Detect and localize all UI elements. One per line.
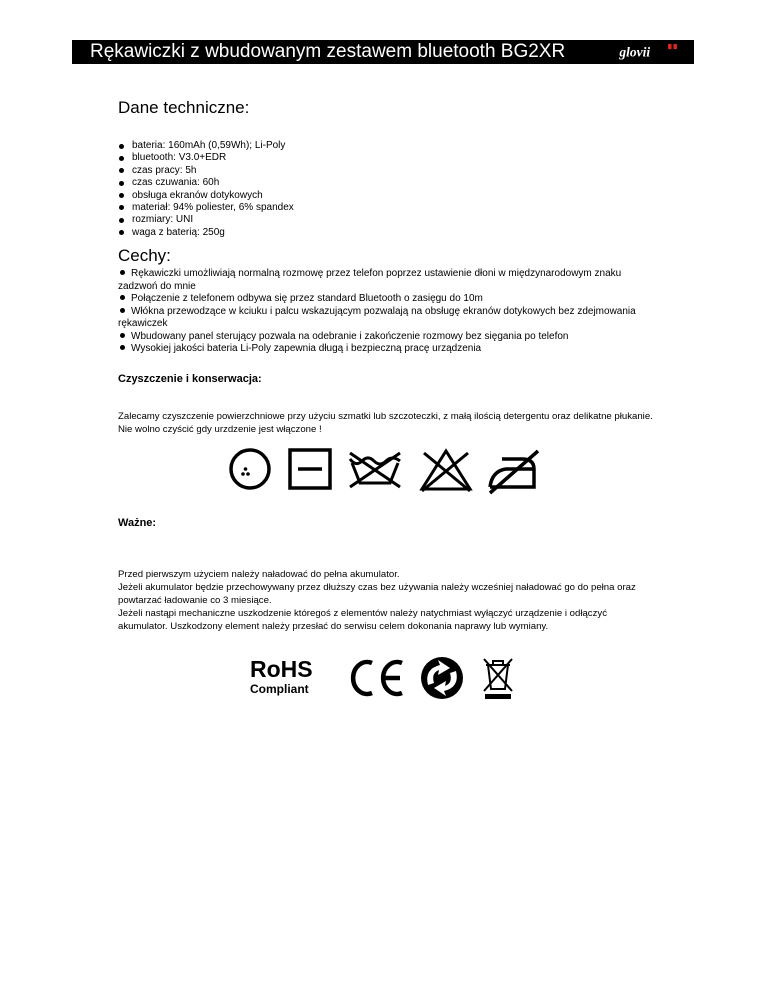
bullet-icon: [120, 270, 125, 275]
list-item: rozmiary: UNI: [118, 214, 294, 226]
list-item: Rękawiczki umożliwiają normalną rozmowę przez telefon poprzez ustawienie dłoni w międzynarodowym znaku zadzwoń do mnie: [118, 268, 622, 292]
svg-text:RoHS: RoHS: [250, 656, 313, 682]
specs-heading: Dane techniczne:: [118, 98, 250, 117]
no-wash-icon: [350, 453, 400, 487]
green-dot-icon: [421, 657, 463, 699]
bullet-icon: [119, 168, 124, 173]
header-bar: [72, 40, 694, 64]
important-line: Jeżeli nastąpi mechaniczne uszkodzenie któregoś z elementów należy natychmiast wyłączyć urządzenie i odłączyć akumulator. Uszkodzony element należy przesłać do serwisu celem dokonania naprawy lub wymiany.: [118, 608, 607, 632]
list-item: Połączenie z telefonem odbywa się przez standard Bluetooth o zasięgu do 10m: [118, 293, 658, 306]
list-item: bateria: 160mAh (0,59Wh); Li-Poly: [118, 140, 294, 152]
no-bleach-icon: [422, 451, 470, 491]
bullet-icon: [119, 156, 124, 161]
bullet-icon: [119, 193, 124, 198]
care-icons: [228, 447, 548, 495]
list-item: materiał: 94% poliester, 6% spandex: [118, 202, 294, 214]
specs-list: [118, 140, 294, 239]
bullet-icon: [120, 295, 125, 300]
page-title: Rękawiczki z wbudowanym zestawem bluetooth BG2XR: [90, 41, 566, 62]
list-item: obsługa ekranów dotykowych: [118, 190, 294, 202]
care-text: Zalecamy czyszczenie powierzchniowe przy użyciu szmatki lub szczoteczki, z małą ilością detergentu oraz delikatne płukanie. Nie wolno czyścić gdy urzdzenie jest włączone !: [118, 411, 653, 435]
bullet-icon: [120, 333, 125, 338]
important-line: Jeżeli akumulator będzie przechowywany przez dłuższy czas bez używania należy wcześniej naładować go do pełna oraz powtarzać ładowanie co 3 miesiące.: [118, 582, 636, 606]
svg-text:Compliant: Compliant: [250, 682, 309, 696]
features-list: [118, 268, 658, 356]
list-item: bluetooth: V3.0+EDR: [118, 152, 294, 164]
no-iron-icon: [490, 451, 538, 493]
list-item: Wbudowany panel sterujący pozwala na odebranie i zakończenie rozmowy bez sięgania po telefon: [118, 331, 658, 344]
list-item: czas czuwania: 60h: [118, 177, 294, 189]
list-item: czas pracy: 5h: [118, 165, 294, 177]
bullet-icon: [120, 345, 125, 350]
list-item: Wysokiej jakości bateria Li-Poly zapewnia długą i bezpieczną pracę urządzenia: [118, 343, 658, 356]
important-line: Przed pierwszym użyciem należy naładować do pełna akumulator.: [118, 569, 400, 580]
glovii-logo: [614, 43, 686, 61]
bullet-icon: [119, 205, 124, 210]
features-heading: Cechy:: [118, 246, 171, 265]
list-item: Włókna przewodzące w kciuku i palcu wskazującym pozwalają na obsługę ekranów dotykowych bez zdejmowania rękawiczek: [118, 305, 636, 329]
list-item: waga z baterią: 250g: [118, 227, 294, 239]
certification-logos: [248, 655, 528, 703]
brand-name: glovii: [619, 44, 651, 60]
important-heading: Ważne:: [118, 517, 157, 529]
dry-clean-p-icon: [231, 450, 269, 488]
tumble-dry-icon: [290, 450, 330, 488]
rohs-logo: [250, 656, 313, 696]
ce-mark-icon: [353, 662, 402, 694]
bullet-icon: [119, 144, 124, 149]
bullet-icon: [119, 230, 124, 235]
care-heading: Czyszczenie i konserwacja:: [118, 373, 262, 385]
weee-bin-icon: [484, 659, 512, 699]
bullet-icon: [119, 181, 124, 186]
bullet-icon: [119, 218, 124, 223]
bullet-icon: [120, 308, 125, 313]
